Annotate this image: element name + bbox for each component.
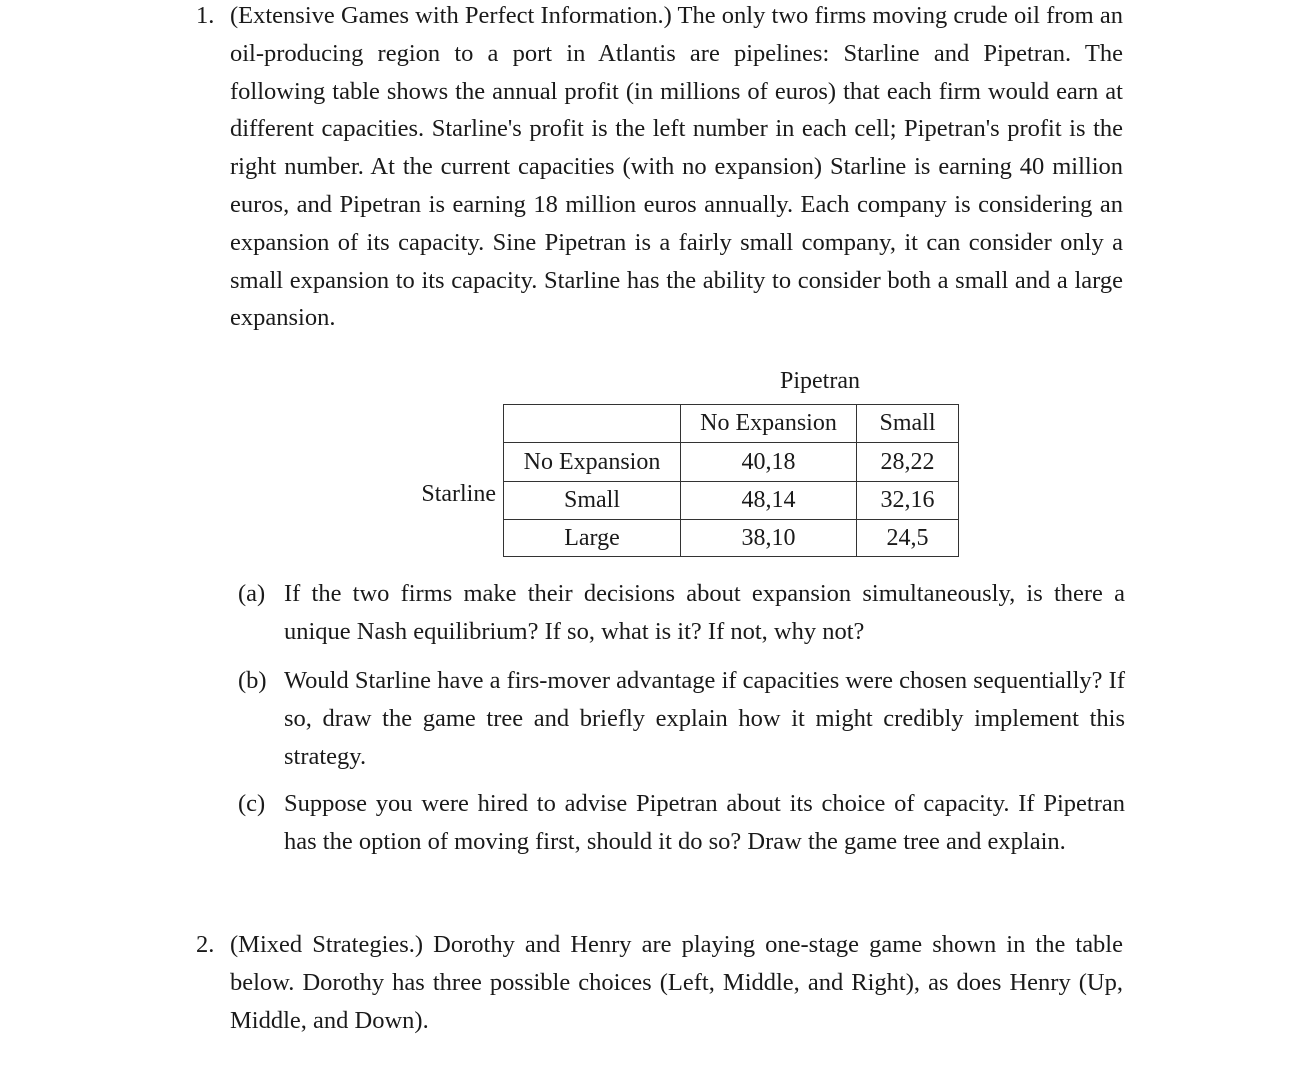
- payoff-cell: 28,22: [857, 443, 959, 482]
- subquestion-text: Suppose you were hired to advise Pipetran about its choice of capacity. If Pipetran has the option of moving first, should it do so? Draw the game tree and explain.: [284, 790, 1125, 855]
- question-1-number: 1.: [196, 2, 215, 29]
- subquestion-label: (b): [238, 667, 267, 694]
- subquestion-label: (c): [238, 790, 266, 817]
- table-row: [504, 482, 959, 520]
- subquestion-text: Would Starline have a firs-mover advantage if capacities were chosen sequentially? If so, draw the game tree and briefly explain how it might credibly implement this strategy.: [284, 667, 1125, 770]
- payoff-matrix: [503, 404, 959, 557]
- header-row: [504, 405, 959, 443]
- column-header: Small: [857, 405, 959, 443]
- question-2-text: (Mixed Strategies.) Dorothy and Henry are playing one-stage game shown in the table below. Dorothy has three possible choices (Left, Middle, and Right), as does Henry (Up, Middle, and Down).: [230, 931, 1123, 1034]
- payoff-cell: 48,14: [681, 482, 857, 520]
- row-header: No Expansion: [504, 443, 681, 482]
- question-1-text: (Extensive Games with Perfect Information.) The only two firms moving crude oil from an oil-producing region to a port in Atlantis are pipelines: Starline and Pipetran. The following table shows the annual profit (in millions of euros) that each firm would earn at different capacities. Starline's profit is the left number in each cell; Pipetran's profit is the right number. At the current capacities (with no expansion) Starline is earning 40 million euros, and Pipetran is earning 18 million euros annually. Each company is considering an expansion of its capacity. Sine Pipetran is a fairly small company, it can consider only a small expansion to its capacity. Starline has the ability to consider both a small and a large expansion.: [230, 2, 1123, 332]
- table-row: [504, 443, 959, 482]
- row-header: Large: [504, 520, 681, 557]
- payoff-cell: 38,10: [681, 520, 857, 557]
- row-header: Small: [504, 482, 681, 520]
- payoff-cell: 24,5: [857, 520, 959, 557]
- subquestion-label: (a): [238, 580, 266, 607]
- column-header: No Expansion: [681, 405, 857, 443]
- payoff-cell: 32,16: [857, 482, 959, 520]
- table-row: [504, 520, 959, 557]
- column-player-label: Pipetran: [780, 368, 860, 394]
- corner-cell: [504, 405, 681, 443]
- payoff-cell: 40,18: [681, 443, 857, 482]
- row-player-label: Starline: [421, 481, 496, 507]
- question-2-number: 2.: [196, 931, 215, 958]
- subquestion-text: If the two firms make their decisions about expansion simultaneously, is there a unique Nash equilibrium? If so, what is it? If not, why not?: [284, 580, 1125, 645]
